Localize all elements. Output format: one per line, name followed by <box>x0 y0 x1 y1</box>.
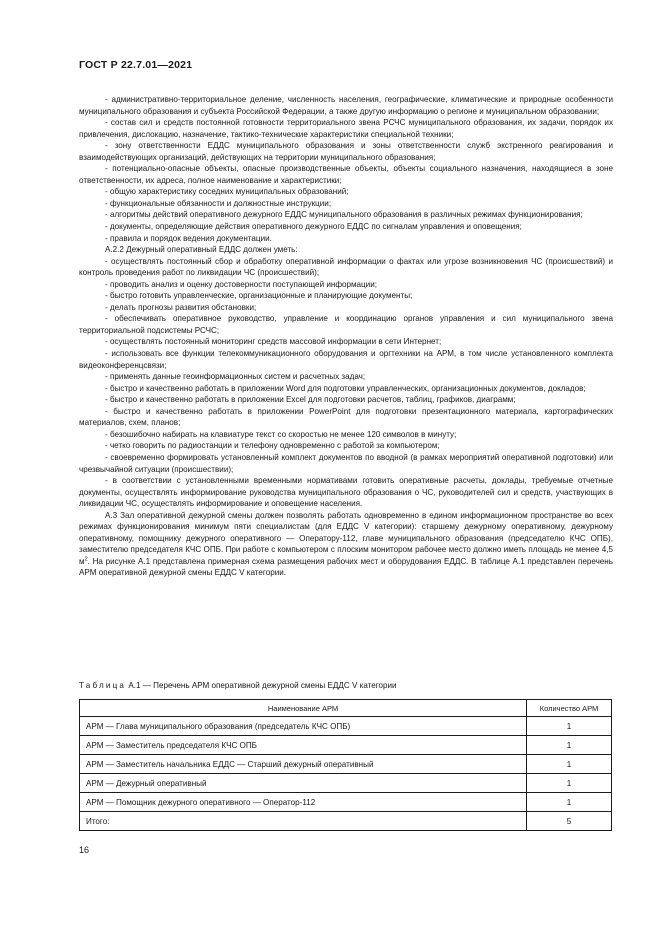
table-cell-count: 1 <box>527 717 612 736</box>
table-row <box>80 736 612 755</box>
paragraph: - четко говорить по радиостанции и телефону одновременно с работой за компьютером; <box>105 441 440 451</box>
table-cell-name: АРМ — Глава муниципального образования (председатель КЧС ОПБ) <box>80 717 527 736</box>
paragraph: - безошибочно набирать на клавиатуре текст со скоростью не менее 120 символов в минуту; <box>105 429 457 439</box>
document-header: ГОСТ Р 22.7.01—2021 <box>79 59 193 71</box>
table-caption-text: А.1 — Перечень АРМ оперативной дежурной смены ЕДДС V категории <box>126 681 397 690</box>
table-row <box>80 774 612 793</box>
apm-table <box>79 699 612 831</box>
paragraph: - своевременно формировать установленный комплект документов по вводной (в рамках мероприятий оперативной подготовки) или чрезвычайной ситуации (происшествии); <box>79 452 613 474</box>
paragraph: - документы, определяющие действия оперативного дежурного ЕДДС по сигналам управления и оповещения; <box>105 222 522 232</box>
paragraph: - быстро готовить управленческие, организационные и планирующие документы; <box>105 291 413 301</box>
paragraph: - зону ответственности ЕДДС муниципального образования и зоны ответственности служб экстренного реагирования и взаимодействующих организаций, действующих на территории муниципального образования; <box>79 141 613 162</box>
column-header-name: Наименование АРМ <box>80 700 527 717</box>
paragraph-a3-text-end: . На рисунке А.1 представлена примерная схема размещения рабочих мест и оборудования ЕДДС. В таблице А.1 представлен перечень АРМ оперативной дежурной смены ЕДДС V категории. <box>79 556 613 578</box>
table-total-row <box>80 812 612 831</box>
document-body <box>79 94 613 579</box>
table-cell-total-count: 5 <box>527 812 612 831</box>
table-cell-count: 1 <box>527 755 612 774</box>
paragraph-a3 <box>79 510 613 579</box>
table-row <box>80 793 612 812</box>
paragraph: - делать прогнозы развития обстановки; <box>105 302 257 312</box>
section-heading: А.2.2 Дежурный оперативный ЕДДС должен уметь: <box>105 245 298 255</box>
paragraph-a3-text: А.3 Зал оперативной дежурной смены должен позволять работать одновременно в едином информационном пространстве во всех режимах функционирования минимум пяти специалистам (для ЕДДС V категории): старшему дежурному оперативному, дежурному оперативному, помощнику дежурного оперативного — Оператору-112, главе муниципального образования (председателю КЧС ОПБ), заместителю председателя КЧС ОПБ. При работе с компьютером с плоским монитором рабочее место должно иметь площадь не менее 4,5 м <box>79 510 613 566</box>
table-cell-total-label: Итого: <box>80 812 527 831</box>
paragraph: - административно-территориальное деление, численность населения, географические, климатические и природные особенности муниципального образования и субъекта Российской Федерации, а также другую информацию о регионе и муниципальном образовании; <box>79 95 613 116</box>
paragraph: - функциональные обязанности и должностные инструкции; <box>105 198 332 208</box>
paragraph: - быстро и качественно работать в приложении Excel для подготовки расчетов, таблиц, графиков, диаграмм; <box>105 395 516 405</box>
paragraph: - использовать все функции телекоммуникационного оборудования и оргтехники на АРМ, в том числе установленного комплекта видеоконференцсвязи; <box>79 349 613 370</box>
paragraph: - применять данные геоинформационных систем и расчетных задач; <box>105 372 366 382</box>
superscript: 2 <box>84 556 88 563</box>
table-cell-count: 1 <box>527 736 612 755</box>
page-number: 16 <box>79 845 90 855</box>
table-caption-label: Таблица <box>79 681 127 690</box>
paragraph: - осуществлять постоянный сбор и обработку оперативной информации о фактах или угрозе возникновения ЧС (происшествий) и контроль проведения работ по ликвидации ЧС (происшествий); <box>79 256 613 278</box>
table-cell-name: АРМ — Заместитель начальника ЕДДС — Старший дежурный оперативный <box>80 755 527 774</box>
paragraph: - правила и порядок ведения документации. <box>105 233 272 243</box>
table-header-row <box>80 700 612 717</box>
paragraph: - состав сил и средств постоянной готовности территориального звена РСЧС муниципального образования, их задачи, порядок их привлечения, дислокацию, назначение, тактико-технические характеристики специальной техники; <box>79 118 613 139</box>
paragraph: - в соответствии с установленными временными нормативами готовить оперативные расчеты, доклады, требуемые отчетные документы, осуществлять информирование руководства муниципального образования о ЧС, руководителей сил и средств, участвующих в ликвидации ЧС, осуществлять информирование и оповещение населения. <box>79 476 613 509</box>
table-cell-name: АРМ — Дежурный оперативный <box>80 774 527 793</box>
paragraph: - осуществлять постоянный мониторинг средств массовой информации в сети Интернет; <box>105 337 442 347</box>
paragraph: - общую характеристику соседних муниципальных образований; <box>105 187 349 197</box>
paragraph: - потенциально-опасные объекты, опасные производственные объекты, объекты социального назначения, находящиеся в зоне ответственности, их адреса, полное наименование и характеристики; <box>79 164 613 185</box>
paragraph: - проводить анализ и оценку достоверности поступающей информации; <box>105 279 377 289</box>
table-caption <box>79 681 397 690</box>
paragraph: - быстро и качественно работать в приложении Word для подготовки управленческих, организационных документов, докладов; <box>105 383 586 393</box>
table-row <box>80 755 612 774</box>
paragraph: - быстро и качественно работать в приложении PowerPoint для подготовки презентационного материала, картографических материалов, схем, планов; <box>79 406 613 428</box>
table-cell-name: АРМ — Заместитель председателя КЧС ОПБ <box>80 736 527 755</box>
table-cell-count: 1 <box>527 793 612 812</box>
table-cell-count: 1 <box>527 774 612 793</box>
table-cell-name: АРМ — Помощник дежурного оперативного — Оператор-112 <box>80 793 527 812</box>
paragraph: - обеспечивать оперативное руководство, управление и координацию органов управления и сил муниципального звена территориальной подсистемы РСЧС; <box>79 314 613 335</box>
paragraph: - алгоритмы действий оперативного дежурного ЕДДС муниципального образования в различных режимах функционирования; <box>105 210 583 220</box>
column-header-count: Количество АРМ <box>527 700 612 717</box>
table-row <box>80 717 612 736</box>
